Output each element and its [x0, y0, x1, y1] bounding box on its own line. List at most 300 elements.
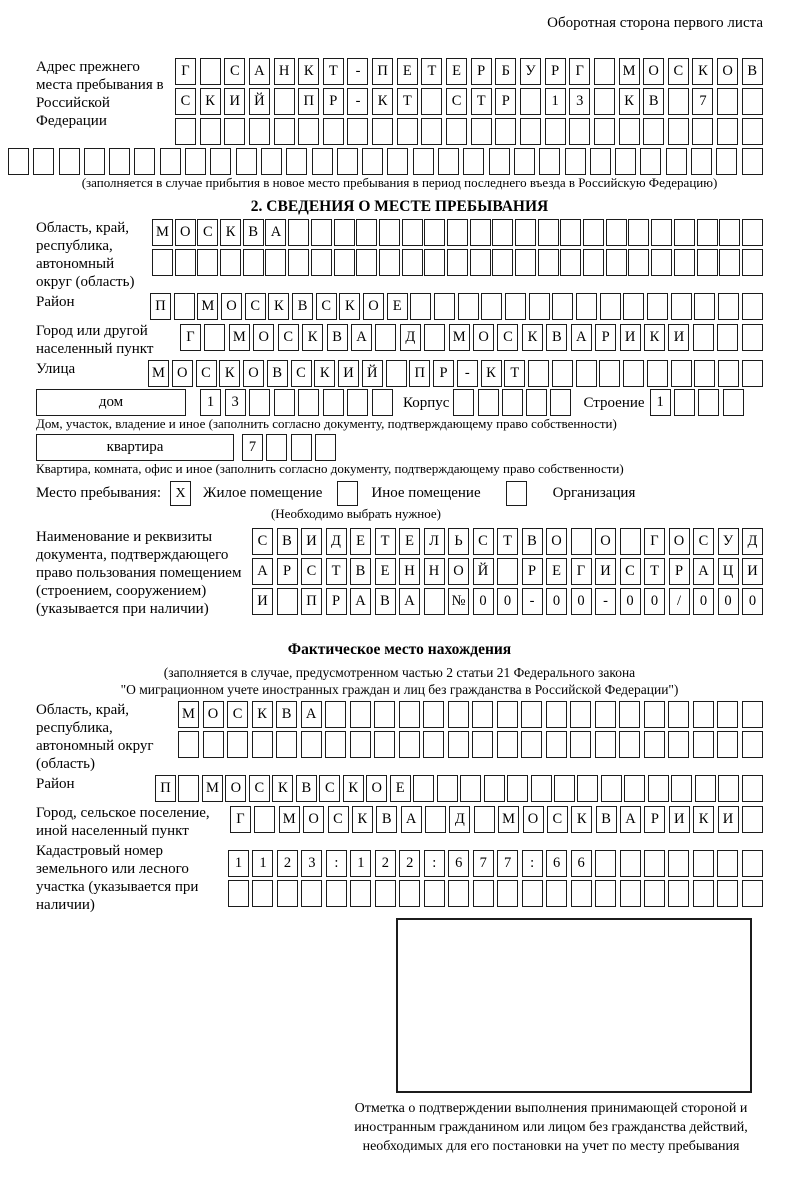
char-box[interactable] [402, 249, 423, 276]
char-box[interactable]: С [547, 806, 568, 833]
char-box[interactable] [693, 731, 714, 758]
char-box[interactable] [356, 249, 377, 276]
char-box[interactable] [595, 880, 616, 907]
char-box[interactable]: № [448, 588, 469, 615]
char-box[interactable] [644, 880, 665, 907]
char-box[interactable] [424, 880, 445, 907]
char-box[interactable]: В [596, 806, 617, 833]
char-box[interactable] [298, 389, 319, 416]
char-box[interactable]: К [298, 58, 319, 85]
char-box[interactable]: Д [400, 324, 421, 351]
char-box[interactable]: В [376, 806, 397, 833]
char-box[interactable]: Р [471, 58, 492, 85]
char-box[interactable]: Е [387, 293, 408, 320]
char-box[interactable] [644, 701, 665, 728]
char-box[interactable]: М [202, 775, 223, 802]
char-box[interactable] [301, 731, 322, 758]
char-box[interactable]: Д [449, 806, 470, 833]
char-box[interactable] [742, 731, 763, 758]
char-box[interactable] [471, 118, 492, 145]
char-box[interactable]: Т [644, 558, 665, 585]
char-box[interactable]: Е [399, 528, 420, 555]
char-box[interactable] [723, 389, 744, 416]
char-box[interactable]: К [302, 324, 323, 351]
char-box[interactable] [421, 88, 442, 115]
char-box[interactable]: В [277, 528, 298, 555]
char-box[interactable] [521, 701, 542, 728]
char-box[interactable]: 0 [644, 588, 665, 615]
char-box[interactable] [719, 219, 740, 246]
char-box[interactable]: В [350, 558, 371, 585]
char-box[interactable]: Ь [448, 528, 469, 555]
char-box[interactable] [277, 880, 298, 907]
char-box[interactable] [624, 775, 645, 802]
char-box[interactable] [554, 775, 575, 802]
char-box[interactable]: Й [249, 88, 270, 115]
char-box[interactable]: М [449, 324, 470, 351]
char-box[interactable] [560, 249, 581, 276]
char-box[interactable]: О [175, 219, 196, 246]
char-box[interactable] [350, 701, 371, 728]
char-box[interactable]: О [243, 360, 264, 387]
char-box[interactable] [742, 148, 763, 175]
char-box[interactable] [742, 88, 763, 115]
char-box[interactable]: 0 [693, 588, 714, 615]
char-box[interactable] [718, 293, 739, 320]
char-box[interactable]: О [448, 558, 469, 585]
char-box[interactable] [668, 701, 689, 728]
char-box[interactable] [694, 293, 715, 320]
char-box[interactable] [671, 360, 692, 387]
char-box[interactable] [619, 701, 640, 728]
char-box[interactable]: М [619, 58, 640, 85]
char-box[interactable] [470, 249, 491, 276]
char-box[interactable]: А [252, 558, 273, 585]
char-box[interactable] [742, 293, 763, 320]
char-box[interactable] [424, 219, 445, 246]
char-box[interactable]: - [522, 588, 543, 615]
char-box[interactable]: К [220, 219, 241, 246]
char-box[interactable] [539, 148, 560, 175]
char-box[interactable] [571, 880, 592, 907]
char-box[interactable]: - [347, 88, 368, 115]
char-box[interactable] [424, 324, 445, 351]
char-box[interactable] [623, 293, 644, 320]
char-box[interactable] [311, 219, 332, 246]
char-box[interactable]: Т [471, 88, 492, 115]
char-box[interactable]: И [718, 806, 739, 833]
char-box[interactable] [594, 118, 615, 145]
char-box[interactable] [397, 118, 418, 145]
char-box[interactable] [718, 775, 739, 802]
char-box[interactable]: А [350, 588, 371, 615]
char-box[interactable] [326, 880, 347, 907]
char-box[interactable] [374, 701, 395, 728]
char-box[interactable]: К [343, 775, 364, 802]
char-box[interactable] [453, 389, 474, 416]
char-box[interactable] [325, 731, 346, 758]
char-box[interactable]: М [229, 324, 250, 351]
char-box[interactable] [717, 88, 738, 115]
char-box[interactable] [84, 148, 105, 175]
char-box[interactable]: П [150, 293, 171, 320]
char-box[interactable] [204, 324, 225, 351]
char-box[interactable] [474, 806, 495, 833]
char-box[interactable]: К [272, 775, 293, 802]
char-box[interactable]: В [522, 528, 543, 555]
char-box[interactable] [595, 850, 616, 877]
char-box[interactable] [59, 148, 80, 175]
char-box[interactable]: Е [375, 558, 396, 585]
char-box[interactable] [717, 880, 738, 907]
char-box[interactable]: Г [571, 558, 592, 585]
char-box[interactable]: А [249, 58, 270, 85]
char-box[interactable] [210, 148, 231, 175]
char-box[interactable] [174, 293, 195, 320]
char-box[interactable]: А [351, 324, 372, 351]
char-box[interactable] [619, 118, 640, 145]
char-box[interactable]: : [424, 850, 445, 877]
char-box[interactable]: 0 [497, 588, 518, 615]
char-box[interactable] [347, 118, 368, 145]
char-box[interactable] [497, 558, 518, 585]
char-box[interactable] [334, 219, 355, 246]
char-box[interactable] [694, 360, 715, 387]
char-box[interactable]: О [363, 293, 384, 320]
char-box[interactable] [325, 701, 346, 728]
char-box[interactable] [470, 219, 491, 246]
char-box[interactable] [243, 249, 264, 276]
char-box[interactable] [434, 293, 455, 320]
char-box[interactable]: - [347, 58, 368, 85]
char-box[interactable] [311, 249, 332, 276]
char-box[interactable] [601, 775, 622, 802]
char-box[interactable] [545, 118, 566, 145]
char-box[interactable]: С [328, 806, 349, 833]
char-box[interactable]: С [446, 88, 467, 115]
char-box[interactable] [274, 88, 295, 115]
char-box[interactable] [448, 731, 469, 758]
char-box[interactable]: О [523, 806, 544, 833]
char-box[interactable] [424, 249, 445, 276]
char-box[interactable]: А [301, 701, 322, 728]
char-box[interactable] [375, 324, 396, 351]
char-box[interactable]: К [522, 324, 543, 351]
char-box[interactable]: В [327, 324, 348, 351]
char-box[interactable] [697, 249, 718, 276]
char-box[interactable] [261, 148, 282, 175]
char-box[interactable] [615, 148, 636, 175]
char-box[interactable] [674, 389, 695, 416]
char-box[interactable]: 1 [350, 850, 371, 877]
char-box[interactable]: С [227, 701, 248, 728]
char-box[interactable] [619, 731, 640, 758]
char-box[interactable]: К [219, 360, 240, 387]
char-box[interactable] [291, 434, 312, 461]
char-box[interactable]: 2 [277, 850, 298, 877]
char-box[interactable]: Т [323, 58, 344, 85]
char-box[interactable]: Е [397, 58, 418, 85]
char-box[interactable] [425, 806, 446, 833]
char-box[interactable] [402, 219, 423, 246]
char-box[interactable]: С [473, 528, 494, 555]
char-box[interactable] [576, 293, 597, 320]
checkbox-residential[interactable]: X [170, 481, 191, 506]
char-box[interactable] [460, 775, 481, 802]
char-box[interactable] [594, 88, 615, 115]
char-box[interactable] [546, 880, 567, 907]
char-box[interactable] [742, 219, 763, 246]
char-box[interactable] [185, 148, 206, 175]
char-box[interactable]: К [339, 293, 360, 320]
char-box[interactable] [379, 219, 400, 246]
char-box[interactable] [577, 775, 598, 802]
char-box[interactable] [447, 219, 468, 246]
char-box[interactable]: 2 [375, 850, 396, 877]
char-box[interactable] [671, 775, 692, 802]
char-box[interactable] [666, 148, 687, 175]
char-box[interactable]: П [155, 775, 176, 802]
char-box[interactable] [674, 249, 695, 276]
char-box[interactable]: С [224, 58, 245, 85]
char-box[interactable] [437, 775, 458, 802]
char-box[interactable] [175, 118, 196, 145]
char-box[interactable]: В [267, 360, 288, 387]
char-box[interactable] [288, 249, 309, 276]
char-box[interactable] [492, 249, 513, 276]
char-box[interactable] [288, 219, 309, 246]
char-box[interactable] [350, 731, 371, 758]
char-box[interactable]: К [352, 806, 373, 833]
char-box[interactable]: Л [424, 528, 445, 555]
char-box[interactable] [640, 148, 661, 175]
char-box[interactable]: А [620, 806, 641, 833]
char-box[interactable]: Н [424, 558, 445, 585]
char-box[interactable] [590, 148, 611, 175]
char-box[interactable]: 1 [228, 850, 249, 877]
char-box[interactable] [546, 731, 567, 758]
char-box[interactable]: В [546, 324, 567, 351]
char-box[interactable] [620, 850, 641, 877]
char-box[interactable] [254, 806, 275, 833]
char-box[interactable] [529, 293, 550, 320]
char-box[interactable] [175, 249, 196, 276]
char-box[interactable]: С [291, 360, 312, 387]
char-box[interactable] [152, 249, 173, 276]
char-box[interactable] [719, 249, 740, 276]
char-box[interactable]: О [221, 293, 242, 320]
char-box[interactable]: М [178, 701, 199, 728]
char-box[interactable] [266, 434, 287, 461]
char-box[interactable]: - [457, 360, 478, 387]
char-box[interactable] [514, 148, 535, 175]
char-box[interactable]: С [316, 293, 337, 320]
char-box[interactable]: Й [362, 360, 383, 387]
char-box[interactable] [560, 219, 581, 246]
char-box[interactable]: Е [546, 558, 567, 585]
char-box[interactable]: Р [595, 324, 616, 351]
char-box[interactable] [697, 219, 718, 246]
char-box[interactable]: М [152, 219, 173, 246]
char-box[interactable]: О [546, 528, 567, 555]
char-box[interactable] [413, 148, 434, 175]
char-box[interactable]: В [375, 588, 396, 615]
char-box[interactable] [458, 293, 479, 320]
char-box[interactable] [668, 731, 689, 758]
char-box[interactable] [552, 360, 573, 387]
char-box[interactable]: К [619, 88, 640, 115]
char-box[interactable] [423, 731, 444, 758]
char-box[interactable]: В [296, 775, 317, 802]
char-box[interactable]: О [643, 58, 664, 85]
char-box[interactable]: С [301, 558, 322, 585]
char-box[interactable]: К [693, 806, 714, 833]
char-box[interactable]: П [301, 588, 322, 615]
char-box[interactable] [178, 775, 199, 802]
char-box[interactable] [550, 389, 571, 416]
char-box[interactable]: Р [326, 588, 347, 615]
char-box[interactable]: Г [230, 806, 251, 833]
char-box[interactable] [538, 219, 559, 246]
char-box[interactable] [472, 701, 493, 728]
char-box[interactable] [178, 731, 199, 758]
char-box[interactable]: Р [277, 558, 298, 585]
char-box[interactable]: А [265, 219, 286, 246]
char-box[interactable]: П [409, 360, 430, 387]
char-box[interactable]: В [276, 701, 297, 728]
char-box[interactable] [265, 249, 286, 276]
char-box[interactable] [526, 389, 547, 416]
char-box[interactable] [350, 880, 371, 907]
char-box[interactable] [448, 880, 469, 907]
char-box[interactable]: У [718, 528, 739, 555]
char-box[interactable]: С [197, 219, 218, 246]
char-box[interactable] [502, 389, 523, 416]
char-box[interactable]: - [595, 588, 616, 615]
char-box[interactable]: К [314, 360, 335, 387]
char-box[interactable] [505, 293, 526, 320]
char-box[interactable] [473, 880, 494, 907]
char-box[interactable]: О [225, 775, 246, 802]
char-box[interactable] [691, 148, 712, 175]
char-box[interactable] [538, 249, 559, 276]
char-box[interactable] [623, 360, 644, 387]
char-box[interactable] [224, 118, 245, 145]
char-box[interactable]: М [279, 806, 300, 833]
char-box[interactable] [668, 88, 689, 115]
char-box[interactable]: О [303, 806, 324, 833]
char-box[interactable]: 0 [742, 588, 763, 615]
char-box[interactable]: И [620, 324, 641, 351]
char-box[interactable]: Р [522, 558, 543, 585]
char-box[interactable]: Р [323, 88, 344, 115]
char-box[interactable]: 0 [571, 588, 592, 615]
char-box[interactable] [620, 528, 641, 555]
char-box[interactable]: / [669, 588, 690, 615]
char-box[interactable]: Г [175, 58, 196, 85]
char-box[interactable] [606, 219, 627, 246]
char-box[interactable]: М [148, 360, 169, 387]
char-box[interactable] [742, 806, 763, 833]
char-box[interactable] [109, 148, 130, 175]
char-box[interactable] [695, 775, 716, 802]
char-box[interactable] [447, 249, 468, 276]
char-box[interactable]: Р [545, 58, 566, 85]
char-box[interactable] [521, 731, 542, 758]
char-box[interactable]: М [197, 293, 218, 320]
char-box[interactable] [227, 731, 248, 758]
char-box[interactable]: С [668, 58, 689, 85]
char-box[interactable] [197, 249, 218, 276]
char-box[interactable] [595, 731, 616, 758]
char-box[interactable]: Д [742, 528, 763, 555]
char-box[interactable]: К [372, 88, 393, 115]
char-box[interactable] [717, 324, 738, 351]
char-box[interactable]: О [172, 360, 193, 387]
char-box[interactable] [276, 731, 297, 758]
char-box[interactable]: О [669, 528, 690, 555]
char-box[interactable] [410, 293, 431, 320]
char-box[interactable]: 7 [473, 850, 494, 877]
char-box[interactable] [671, 293, 692, 320]
char-box[interactable]: 7 [497, 850, 518, 877]
char-box[interactable]: О [253, 324, 274, 351]
char-box[interactable] [742, 249, 763, 276]
char-box[interactable] [531, 775, 552, 802]
char-box[interactable]: К [571, 806, 592, 833]
char-box[interactable] [446, 118, 467, 145]
char-box[interactable]: 6 [448, 850, 469, 877]
char-box[interactable]: Н [399, 558, 420, 585]
char-box[interactable]: С [175, 88, 196, 115]
char-box[interactable]: 0 [546, 588, 567, 615]
char-box[interactable] [693, 701, 714, 728]
char-box[interactable]: С [245, 293, 266, 320]
char-box[interactable] [570, 731, 591, 758]
char-box[interactable] [423, 701, 444, 728]
char-box[interactable]: Г [569, 58, 590, 85]
char-box[interactable]: Т [497, 528, 518, 555]
char-box[interactable]: О [203, 701, 224, 728]
char-box[interactable]: С [693, 528, 714, 555]
char-box[interactable]: 1 [200, 389, 221, 416]
char-box[interactable] [583, 249, 604, 276]
char-box[interactable] [693, 850, 714, 877]
char-box[interactable] [643, 118, 664, 145]
char-box[interactable] [647, 360, 668, 387]
char-box[interactable]: : [522, 850, 543, 877]
char-box[interactable]: И [595, 558, 616, 585]
char-box[interactable] [693, 880, 714, 907]
char-box[interactable] [356, 219, 377, 246]
char-box[interactable] [448, 701, 469, 728]
char-box[interactable] [565, 148, 586, 175]
char-box[interactable] [644, 850, 665, 877]
char-box[interactable] [583, 219, 604, 246]
char-box[interactable]: М [498, 806, 519, 833]
char-box[interactable]: К [481, 360, 502, 387]
char-box[interactable] [438, 148, 459, 175]
char-box[interactable] [515, 219, 536, 246]
char-box[interactable] [463, 148, 484, 175]
char-box[interactable] [33, 148, 54, 175]
char-box[interactable] [718, 360, 739, 387]
char-box[interactable]: 0 [718, 588, 739, 615]
char-box[interactable] [594, 58, 615, 85]
char-box[interactable]: Ц [718, 558, 739, 585]
char-box[interactable] [160, 148, 181, 175]
char-box[interactable]: А [399, 588, 420, 615]
